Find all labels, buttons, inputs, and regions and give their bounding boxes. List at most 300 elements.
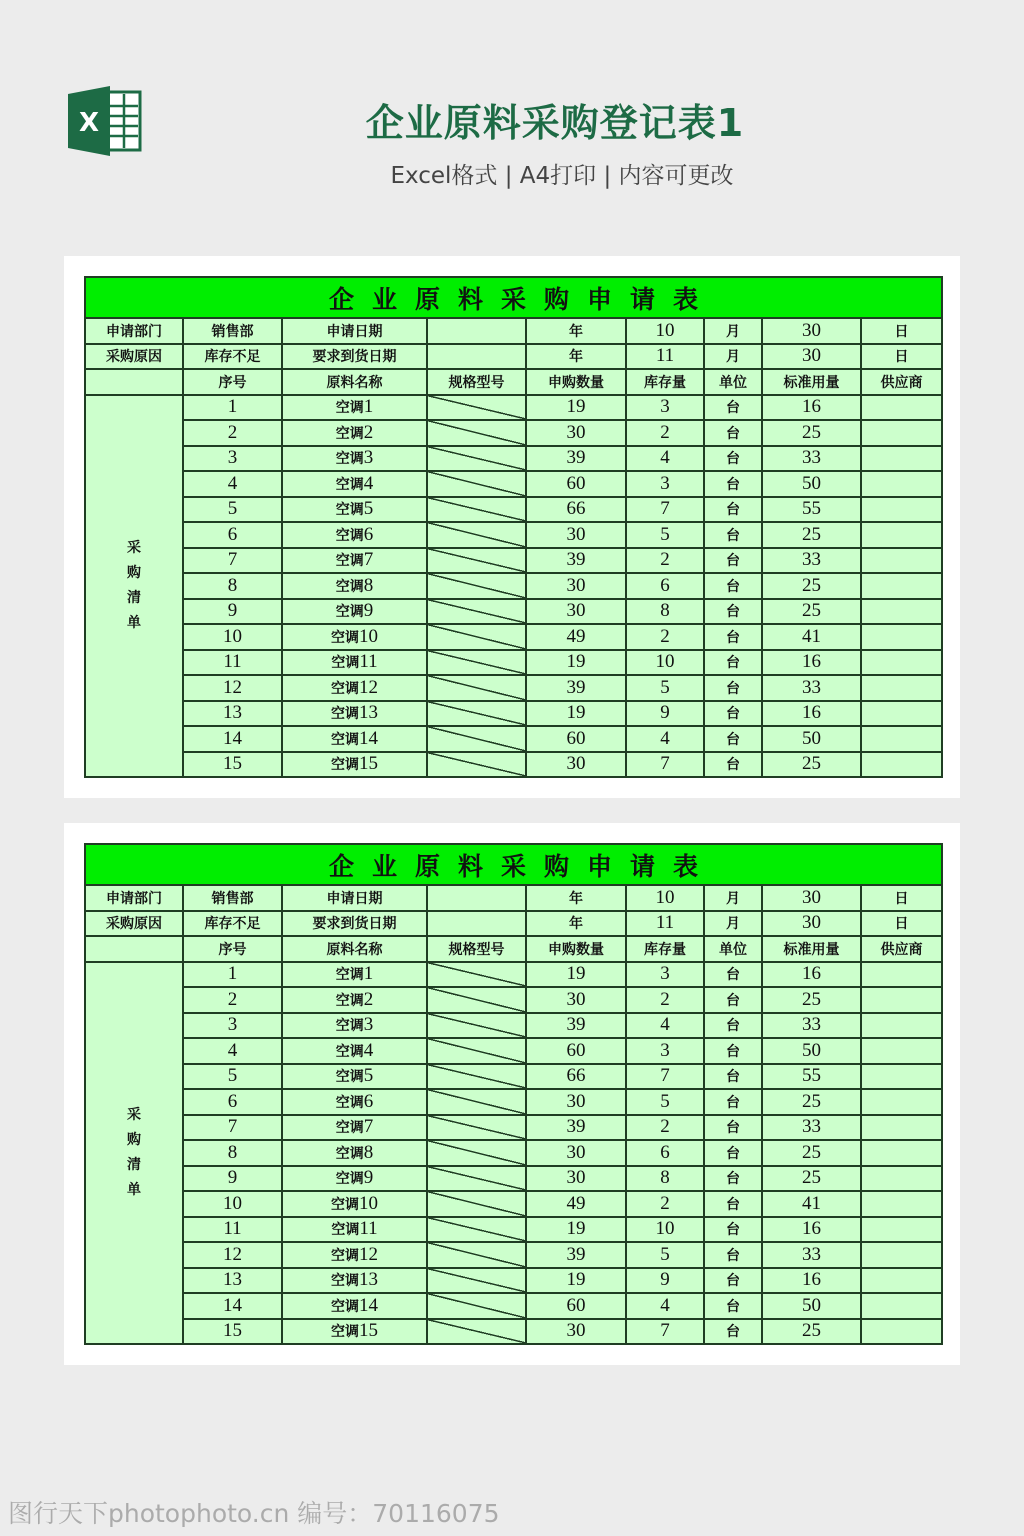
- supplier-cell[interactable]: [861, 1242, 942, 1268]
- reason-label: 采购原因: [85, 911, 183, 937]
- day-label: 日: [861, 344, 942, 370]
- supplier-cell[interactable]: [861, 548, 942, 574]
- unit-cell[interactable]: 台: [704, 987, 762, 1013]
- supplier-cell[interactable]: [861, 522, 942, 548]
- unit-cell[interactable]: 台: [704, 726, 762, 752]
- item-name[interactable]: [282, 987, 427, 1013]
- unit-cell[interactable]: 台: [704, 1013, 762, 1039]
- qty-cell[interactable]: 39: [526, 446, 626, 472]
- qty-cell[interactable]: 39: [526, 1115, 626, 1141]
- col-header-name: 原料名称: [282, 936, 427, 962]
- stock-cell[interactable]: 9: [626, 1268, 704, 1294]
- qty-cell[interactable]: 60: [526, 1293, 626, 1319]
- col-header-qty: 申购数量: [526, 936, 626, 962]
- std-usage-cell[interactable]: 16: [762, 1217, 861, 1243]
- table-row: [85, 1089, 942, 1115]
- stock-cell[interactable]: 5: [626, 1089, 704, 1115]
- supplier-cell[interactable]: [861, 962, 942, 988]
- unit-cell[interactable]: 台: [704, 1089, 762, 1115]
- unit-cell[interactable]: 台: [704, 962, 762, 988]
- supplier-cell[interactable]: [861, 1217, 942, 1243]
- stock-cell[interactable]: 3: [626, 1038, 704, 1064]
- stock-cell[interactable]: 2: [626, 420, 704, 446]
- table-row: [85, 987, 942, 1013]
- table-row: [85, 962, 942, 988]
- item-name-number: 6: [363, 523, 374, 545]
- row-no: 5: [183, 497, 282, 523]
- unit-cell[interactable]: 台: [704, 1140, 762, 1166]
- qty-cell[interactable]: 60: [526, 471, 626, 497]
- qty-cell[interactable]: 39: [526, 1013, 626, 1039]
- std-usage-cell[interactable]: 25: [762, 522, 861, 548]
- item-name[interactable]: [282, 1242, 427, 1268]
- spec-cell[interactable]: [427, 701, 526, 727]
- item-name-prefix: 空调: [331, 1324, 359, 1341]
- qty-cell[interactable]: 19: [526, 1268, 626, 1294]
- stock-cell[interactable]: 7: [626, 497, 704, 523]
- stock-cell[interactable]: 7: [626, 752, 704, 778]
- std-usage-cell[interactable]: 16: [762, 1268, 861, 1294]
- unit-cell[interactable]: 台: [704, 497, 762, 523]
- spec-cell[interactable]: [427, 1089, 526, 1115]
- std-usage-cell[interactable]: 50: [762, 1038, 861, 1064]
- qty-cell[interactable]: 30: [526, 599, 626, 625]
- qty-cell[interactable]: 49: [526, 624, 626, 650]
- unit-cell[interactable]: 台: [704, 1217, 762, 1243]
- spec-cell[interactable]: [427, 1293, 526, 1319]
- spec-cell[interactable]: [427, 497, 526, 523]
- due-date-blank[interactable]: [427, 344, 526, 370]
- std-usage-cell[interactable]: 50: [762, 471, 861, 497]
- unit-cell[interactable]: 台: [704, 675, 762, 701]
- row-no: 8: [183, 1140, 282, 1166]
- item-name[interactable]: [282, 1089, 427, 1115]
- item-name[interactable]: [282, 420, 427, 446]
- stock-cell[interactable]: 5: [626, 522, 704, 548]
- qty-cell[interactable]: 30: [526, 420, 626, 446]
- corner-blank: [85, 369, 183, 395]
- item-name[interactable]: [282, 675, 427, 701]
- spec-cell[interactable]: [427, 1319, 526, 1345]
- qty-cell[interactable]: 39: [526, 675, 626, 701]
- unit-cell[interactable]: 台: [704, 420, 762, 446]
- supplier-cell[interactable]: [861, 1140, 942, 1166]
- qty-cell[interactable]: 19: [526, 962, 626, 988]
- col-header-unit: 单位: [704, 369, 762, 395]
- table-row: [85, 675, 942, 701]
- unit-cell[interactable]: 台: [704, 522, 762, 548]
- item-name-prefix: 空调: [335, 1145, 364, 1162]
- item-name[interactable]: [282, 471, 427, 497]
- supplier-cell[interactable]: [861, 1064, 942, 1090]
- purchase-list-char: 购: [127, 1131, 141, 1148]
- dept-value[interactable]: 销售部: [183, 318, 282, 344]
- unit-cell[interactable]: 台: [704, 573, 762, 599]
- item-name-prefix: 空调: [331, 680, 359, 697]
- spec-cell[interactable]: [427, 962, 526, 988]
- qty-cell[interactable]: 60: [526, 1038, 626, 1064]
- item-name[interactable]: [282, 573, 427, 599]
- spec-cell[interactable]: [427, 1038, 526, 1064]
- qty-cell[interactable]: 30: [526, 1089, 626, 1115]
- apply-month[interactable]: 10: [626, 885, 704, 911]
- reason-value[interactable]: 库存不足: [183, 911, 282, 937]
- std-usage-cell[interactable]: 41: [762, 624, 861, 650]
- purchase-list-char: 清: [127, 1156, 141, 1173]
- item-name[interactable]: [282, 446, 427, 472]
- std-usage-cell[interactable]: 50: [762, 1293, 861, 1319]
- apply-day[interactable]: 30: [762, 885, 861, 911]
- item-name-number: 6: [363, 1090, 374, 1112]
- apply-date-blank[interactable]: [427, 885, 526, 911]
- qty-cell[interactable]: 30: [526, 1319, 626, 1345]
- item-name-number: 7: [363, 549, 374, 571]
- row-no: 4: [183, 471, 282, 497]
- purchase-list-char: 清: [127, 589, 141, 606]
- dept-label: 申请部门: [85, 318, 183, 344]
- qty-cell[interactable]: 49: [526, 1191, 626, 1217]
- apply-day[interactable]: 30: [762, 318, 861, 344]
- purchase-table: [84, 276, 943, 778]
- std-usage-cell[interactable]: 25: [762, 752, 861, 778]
- std-usage-cell[interactable]: 16: [762, 650, 861, 676]
- apply-month[interactable]: 10: [626, 318, 704, 344]
- item-name-prefix: 空调: [335, 1018, 364, 1035]
- table-row: [85, 650, 942, 676]
- spec-cell[interactable]: [427, 1115, 526, 1141]
- unit-cell[interactable]: 台: [704, 650, 762, 676]
- row-no: 15: [183, 752, 282, 778]
- qty-cell[interactable]: 30: [526, 987, 626, 1013]
- unit-cell[interactable]: 台: [704, 548, 762, 574]
- spec-cell[interactable]: [427, 395, 526, 421]
- table-row: [85, 1115, 942, 1141]
- item-name[interactable]: [282, 624, 427, 650]
- row-no: 8: [183, 573, 282, 599]
- qty-cell[interactable]: 39: [526, 548, 626, 574]
- qty-cell[interactable]: 39: [526, 1242, 626, 1268]
- spec-cell[interactable]: [427, 1064, 526, 1090]
- supplier-cell[interactable]: [861, 446, 942, 472]
- unit-cell[interactable]: 台: [704, 1293, 762, 1319]
- day-label: 日: [861, 911, 942, 937]
- supplier-cell[interactable]: [861, 752, 942, 778]
- stock-cell[interactable]: 6: [626, 573, 704, 599]
- supplier-cell[interactable]: [861, 420, 942, 446]
- std-usage-cell[interactable]: 16: [762, 701, 861, 727]
- supplier-cell[interactable]: [861, 471, 942, 497]
- item-name[interactable]: [282, 650, 427, 676]
- spec-cell[interactable]: [427, 987, 526, 1013]
- table-row: [85, 752, 942, 778]
- stock-cell[interactable]: 10: [626, 650, 704, 676]
- item-name[interactable]: [282, 1140, 427, 1166]
- item-name-number: 12: [359, 676, 378, 698]
- stock-cell[interactable]: 8: [626, 599, 704, 625]
- supplier-cell[interactable]: [861, 1115, 942, 1141]
- spec-cell[interactable]: [427, 1242, 526, 1268]
- std-usage-cell[interactable]: 25: [762, 1140, 861, 1166]
- qty-cell[interactable]: 30: [526, 522, 626, 548]
- due-date-blank[interactable]: [427, 911, 526, 937]
- qty-cell[interactable]: 19: [526, 395, 626, 421]
- std-usage-cell[interactable]: 55: [762, 1064, 861, 1090]
- spec-cell[interactable]: [427, 675, 526, 701]
- item-name[interactable]: [282, 1293, 427, 1319]
- supplier-cell[interactable]: [861, 497, 942, 523]
- item-name-prefix: 空调: [335, 1094, 364, 1111]
- std-usage-cell[interactable]: 33: [762, 548, 861, 574]
- item-name-number: 10: [359, 1192, 378, 1214]
- item-name[interactable]: [282, 1013, 427, 1039]
- supplier-cell[interactable]: [861, 701, 942, 727]
- due-date-label: 要求到货日期: [282, 911, 427, 937]
- stock-cell[interactable]: 4: [626, 1293, 704, 1319]
- qty-cell[interactable]: 19: [526, 1217, 626, 1243]
- spec-cell[interactable]: [427, 1166, 526, 1192]
- std-usage-cell[interactable]: 25: [762, 987, 861, 1013]
- std-usage-cell[interactable]: 16: [762, 395, 861, 421]
- std-usage-cell[interactable]: 25: [762, 599, 861, 625]
- spec-cell[interactable]: [427, 752, 526, 778]
- stock-cell[interactable]: 3: [626, 395, 704, 421]
- due-day[interactable]: 30: [762, 344, 861, 370]
- col-header-no: 序号: [183, 936, 282, 962]
- std-usage-cell[interactable]: 25: [762, 1089, 861, 1115]
- unit-cell[interactable]: 台: [704, 471, 762, 497]
- qty-cell[interactable]: 30: [526, 1140, 626, 1166]
- table-row: [85, 1013, 942, 1039]
- due-day[interactable]: 30: [762, 911, 861, 937]
- item-name-number: 11: [359, 651, 378, 673]
- supplier-cell[interactable]: [861, 726, 942, 752]
- supplier-cell[interactable]: [861, 1166, 942, 1192]
- item-name[interactable]: [282, 726, 427, 752]
- item-name[interactable]: [282, 1268, 427, 1294]
- table-row: [85, 1191, 942, 1217]
- stock-cell[interactable]: 2: [626, 1191, 704, 1217]
- item-name-number: 11: [359, 1218, 378, 1240]
- supplier-cell[interactable]: [861, 650, 942, 676]
- item-name-prefix: 空调: [335, 1120, 364, 1137]
- qty-cell[interactable]: 19: [526, 701, 626, 727]
- stock-cell[interactable]: 6: [626, 1140, 704, 1166]
- unit-cell[interactable]: 台: [704, 1268, 762, 1294]
- stock-cell[interactable]: 4: [626, 446, 704, 472]
- row-no: 5: [183, 1064, 282, 1090]
- qty-cell[interactable]: 19: [526, 650, 626, 676]
- supplier-cell[interactable]: [861, 987, 942, 1013]
- std-usage-cell[interactable]: 25: [762, 420, 861, 446]
- unit-cell[interactable]: 台: [704, 624, 762, 650]
- unit-cell[interactable]: 台: [704, 1319, 762, 1345]
- table-row: [85, 1242, 942, 1268]
- std-usage-cell[interactable]: 33: [762, 1013, 861, 1039]
- spec-cell[interactable]: [427, 573, 526, 599]
- item-name[interactable]: [282, 1038, 427, 1064]
- item-name-number: 15: [359, 753, 378, 775]
- unit-cell[interactable]: 台: [704, 752, 762, 778]
- supplier-cell[interactable]: [861, 1089, 942, 1115]
- row-no: 4: [183, 1038, 282, 1064]
- item-name[interactable]: [282, 497, 427, 523]
- stock-cell[interactable]: 4: [626, 726, 704, 752]
- apply-date-blank[interactable]: [427, 318, 526, 344]
- item-name[interactable]: [282, 1191, 427, 1217]
- item-name[interactable]: [282, 1064, 427, 1090]
- supplier-cell[interactable]: [861, 1293, 942, 1319]
- stock-cell[interactable]: 9: [626, 701, 704, 727]
- unit-cell[interactable]: 台: [704, 1038, 762, 1064]
- purchase-list-char: 采: [127, 539, 141, 556]
- purchase-list-char: 购: [127, 564, 141, 581]
- supplier-cell[interactable]: [861, 1268, 942, 1294]
- supplier-cell[interactable]: [861, 573, 942, 599]
- unit-cell[interactable]: 台: [704, 1166, 762, 1192]
- table-row: [85, 471, 942, 497]
- spec-cell[interactable]: [427, 471, 526, 497]
- qty-cell[interactable]: 30: [526, 752, 626, 778]
- item-name[interactable]: [282, 962, 427, 988]
- std-usage-cell[interactable]: 25: [762, 1166, 861, 1192]
- row-no: 7: [183, 1115, 282, 1141]
- unit-cell[interactable]: 台: [704, 1064, 762, 1090]
- table-row: [85, 548, 942, 574]
- spec-cell[interactable]: [427, 624, 526, 650]
- unit-cell[interactable]: 台: [704, 1191, 762, 1217]
- supplier-cell[interactable]: [861, 1319, 942, 1345]
- dept-label: 申请部门: [85, 885, 183, 911]
- stock-cell[interactable]: 2: [626, 548, 704, 574]
- stock-cell[interactable]: 5: [626, 1242, 704, 1268]
- corner-blank: [85, 936, 183, 962]
- row-no: 14: [183, 1293, 282, 1319]
- qty-cell[interactable]: 30: [526, 573, 626, 599]
- stock-cell[interactable]: 2: [626, 987, 704, 1013]
- item-name[interactable]: [282, 1115, 427, 1141]
- table-row: [85, 1293, 942, 1319]
- item-name[interactable]: [282, 599, 427, 625]
- unit-cell[interactable]: 台: [704, 395, 762, 421]
- stock-cell[interactable]: 7: [626, 1064, 704, 1090]
- std-usage-cell[interactable]: 33: [762, 675, 861, 701]
- qty-cell[interactable]: 66: [526, 497, 626, 523]
- row-no: 12: [183, 675, 282, 701]
- supplier-cell[interactable]: [861, 675, 942, 701]
- item-name[interactable]: [282, 548, 427, 574]
- spec-cell[interactable]: [427, 1217, 526, 1243]
- spec-cell[interactable]: [427, 1013, 526, 1039]
- due-month[interactable]: 11: [626, 344, 704, 370]
- item-name[interactable]: [282, 1319, 427, 1345]
- item-name[interactable]: [282, 752, 427, 778]
- std-usage-cell[interactable]: 33: [762, 1242, 861, 1268]
- unit-cell[interactable]: 台: [704, 701, 762, 727]
- row-no: 2: [183, 420, 282, 446]
- item-name-prefix: 空调: [335, 400, 364, 417]
- sheet-card-1: [64, 256, 960, 798]
- supplier-cell[interactable]: [861, 624, 942, 650]
- stock-cell[interactable]: 2: [626, 1115, 704, 1141]
- item-name-prefix: 空调: [331, 757, 359, 774]
- qty-cell[interactable]: 66: [526, 1064, 626, 1090]
- std-usage-cell[interactable]: 25: [762, 573, 861, 599]
- stock-cell[interactable]: 5: [626, 675, 704, 701]
- stock-cell[interactable]: 3: [626, 471, 704, 497]
- stock-cell[interactable]: 2: [626, 624, 704, 650]
- row-no: 9: [183, 1166, 282, 1192]
- month-label: 月: [704, 885, 762, 911]
- unit-cell[interactable]: 台: [704, 1242, 762, 1268]
- table-row: [85, 701, 942, 727]
- item-name[interactable]: [282, 395, 427, 421]
- item-name-number: 13: [359, 702, 378, 724]
- supplier-cell[interactable]: [861, 1013, 942, 1039]
- dept-value[interactable]: 销售部: [183, 885, 282, 911]
- spec-cell[interactable]: [427, 446, 526, 472]
- std-usage-cell[interactable]: 33: [762, 1115, 861, 1141]
- item-name[interactable]: [282, 1166, 427, 1192]
- col-header-std: 标准用量: [762, 369, 861, 395]
- spec-cell[interactable]: [427, 548, 526, 574]
- spec-cell[interactable]: [427, 599, 526, 625]
- purchase-table: [84, 843, 943, 1345]
- stock-cell[interactable]: 3: [626, 962, 704, 988]
- spec-cell[interactable]: [427, 650, 526, 676]
- table-row: [85, 1064, 942, 1090]
- col-header-stock: 库存量: [626, 369, 704, 395]
- supplier-cell[interactable]: [861, 599, 942, 625]
- stock-cell[interactable]: 8: [626, 1166, 704, 1192]
- table-row: [85, 1140, 942, 1166]
- supplier-cell[interactable]: [861, 1038, 942, 1064]
- qty-cell[interactable]: 60: [526, 726, 626, 752]
- item-name[interactable]: [282, 1217, 427, 1243]
- spec-cell[interactable]: [427, 1140, 526, 1166]
- std-usage-cell[interactable]: 16: [762, 962, 861, 988]
- spec-cell[interactable]: [427, 1191, 526, 1217]
- spec-cell[interactable]: [427, 522, 526, 548]
- std-usage-cell[interactable]: 50: [762, 726, 861, 752]
- stock-cell[interactable]: 7: [626, 1319, 704, 1345]
- spec-cell[interactable]: [427, 1268, 526, 1294]
- std-usage-cell[interactable]: 41: [762, 1191, 861, 1217]
- item-name-number: 5: [363, 1065, 374, 1087]
- item-name[interactable]: [282, 701, 427, 727]
- supplier-cell[interactable]: [861, 1191, 942, 1217]
- col-header-stock: 库存量: [626, 936, 704, 962]
- stock-cell[interactable]: 4: [626, 1013, 704, 1039]
- unit-cell[interactable]: 台: [704, 446, 762, 472]
- std-usage-cell[interactable]: 55: [762, 497, 861, 523]
- item-name-number: 4: [363, 472, 374, 494]
- supplier-cell[interactable]: [861, 395, 942, 421]
- spec-cell[interactable]: [427, 726, 526, 752]
- unit-cell[interactable]: 台: [704, 1115, 762, 1141]
- std-usage-cell[interactable]: 33: [762, 446, 861, 472]
- due-month[interactable]: 11: [626, 911, 704, 937]
- item-name[interactable]: [282, 522, 427, 548]
- std-usage-cell[interactable]: 25: [762, 1319, 861, 1345]
- apply-date-label: 申请日期: [282, 318, 427, 344]
- reason-value[interactable]: 库存不足: [183, 344, 282, 370]
- col-header-unit: 单位: [704, 936, 762, 962]
- qty-cell[interactable]: 30: [526, 1166, 626, 1192]
- spec-cell[interactable]: [427, 420, 526, 446]
- stock-cell[interactable]: 10: [626, 1217, 704, 1243]
- unit-cell[interactable]: 台: [704, 599, 762, 625]
- row-no: 9: [183, 599, 282, 625]
